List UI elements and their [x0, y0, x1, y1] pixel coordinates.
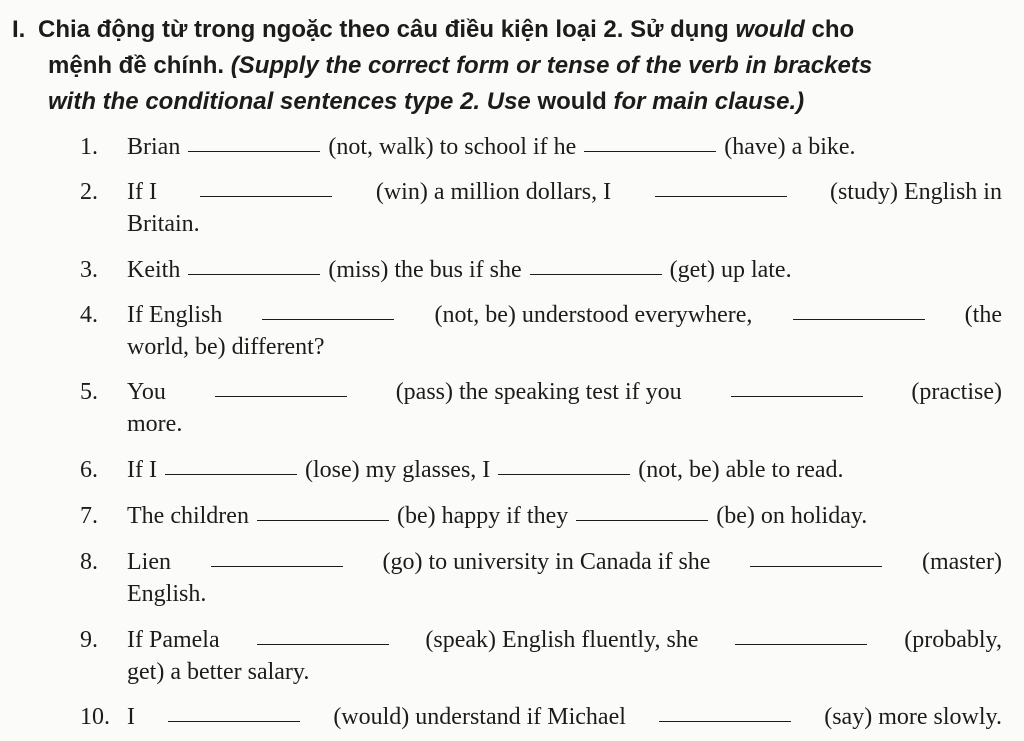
item-text: (win) a million dollars, I — [375, 179, 612, 205]
item-text: Keith — [127, 257, 181, 283]
item-text: (would) understand if Michael — [333, 704, 626, 730]
item-number: 10. — [80, 704, 110, 730]
item-text: If I — [127, 457, 157, 483]
answer-blank[interactable] — [576, 500, 708, 521]
item-line — [127, 454, 1002, 486]
item-continuation: Britain. — [127, 211, 200, 237]
heading-en-line3a: with the conditional sentences type 2. Use — [48, 88, 531, 115]
item-continuation: world, be) different? — [127, 334, 325, 360]
item-line — [127, 701, 1002, 733]
item-line — [127, 299, 1002, 331]
heading-vi-line2: mệnh đề chính. — [48, 52, 225, 79]
answer-blank[interactable] — [211, 546, 343, 567]
answer-blank[interactable] — [257, 500, 389, 521]
item-text: (probably, — [904, 627, 1002, 653]
item-text: (lose) my glasses, I — [304, 457, 491, 483]
item-text: (say) more slowly. — [824, 704, 1002, 730]
item-line — [127, 546, 1002, 578]
item-line — [127, 131, 1002, 163]
answer-blank[interactable] — [750, 546, 882, 567]
heading-en-line3b: for main clause.) — [613, 88, 805, 115]
item-continuation: more. — [127, 411, 183, 437]
item-number: 8. — [80, 549, 98, 575]
item-text: If Pamela — [127, 627, 220, 653]
answer-blank[interactable] — [188, 254, 320, 275]
item-text: (be) happy if they — [396, 503, 569, 529]
item-text: The children — [127, 503, 249, 529]
item-text: I — [127, 704, 135, 730]
item-text: (speak) English fluently, she — [425, 627, 699, 653]
item-text: (have) a bike. — [724, 134, 856, 160]
item-line — [127, 624, 1002, 656]
heading-en-would: would — [537, 88, 607, 115]
item-number: 3. — [80, 257, 98, 283]
answer-blank[interactable] — [655, 176, 787, 197]
answer-blank[interactable] — [215, 376, 347, 397]
answer-blank[interactable] — [200, 176, 332, 197]
item-continuation: get) a better salary. — [127, 659, 310, 685]
item-text: Lien — [127, 549, 171, 575]
item-text: (not, be) able to read. — [638, 457, 844, 483]
item-number: 9. — [80, 627, 98, 653]
answer-blank[interactable] — [584, 131, 716, 152]
item-number: 7. — [80, 503, 98, 529]
item-number: 6. — [80, 457, 98, 483]
item-line — [127, 500, 1002, 532]
answer-blank[interactable] — [530, 254, 662, 275]
answer-blank[interactable] — [165, 454, 297, 475]
answer-blank[interactable] — [257, 624, 389, 645]
item-text: You — [127, 379, 166, 405]
item-line — [127, 176, 1002, 208]
item-text: (pass) the speaking test if you — [395, 379, 682, 405]
item-text: (master) — [921, 549, 1002, 575]
answer-blank[interactable] — [735, 624, 867, 645]
answer-blank[interactable] — [168, 701, 300, 722]
item-text: (practise) — [911, 379, 1002, 405]
item-text: (be) on holiday. — [716, 503, 868, 529]
section-marker: I. — [12, 16, 26, 43]
item-number: 4. — [80, 302, 98, 328]
answer-blank[interactable] — [659, 701, 791, 722]
answer-blank[interactable] — [793, 299, 925, 320]
answer-blank[interactable] — [262, 299, 394, 320]
item-text: (study) English in — [829, 179, 1002, 205]
item-text: (not, be) understood everywhere, — [434, 302, 753, 328]
item-text: (miss) the bus if she — [328, 257, 522, 283]
item-text: If I — [127, 179, 157, 205]
item-continuation: English. — [127, 581, 207, 607]
answer-blank[interactable] — [498, 454, 630, 475]
item-number: 1. — [80, 134, 98, 160]
item-text: If English — [127, 302, 223, 328]
item-line — [127, 376, 1002, 408]
answer-blank[interactable] — [731, 376, 863, 397]
item-text: (not, walk) to school if he — [328, 134, 577, 160]
item-number: 5. — [80, 379, 98, 405]
answer-blank[interactable] — [188, 131, 320, 152]
item-text: (the — [964, 302, 1002, 328]
heading-en-line2: (Supply the correct form or tense of the verb in brackets — [230, 52, 873, 79]
item-text: (go) to university in Canada if she — [382, 549, 711, 575]
item-text: Brian — [127, 134, 181, 160]
item-number: 2. — [80, 179, 98, 205]
heading-vi-cho: cho — [811, 16, 855, 43]
item-text: (get) up late. — [669, 257, 792, 283]
heading-vi-would: would — [735, 16, 805, 43]
item-line — [127, 254, 1002, 286]
heading-vi-text: Chia động từ trong ngoặc theo câu điều kiện loại 2. Sử dụng — [38, 16, 729, 43]
